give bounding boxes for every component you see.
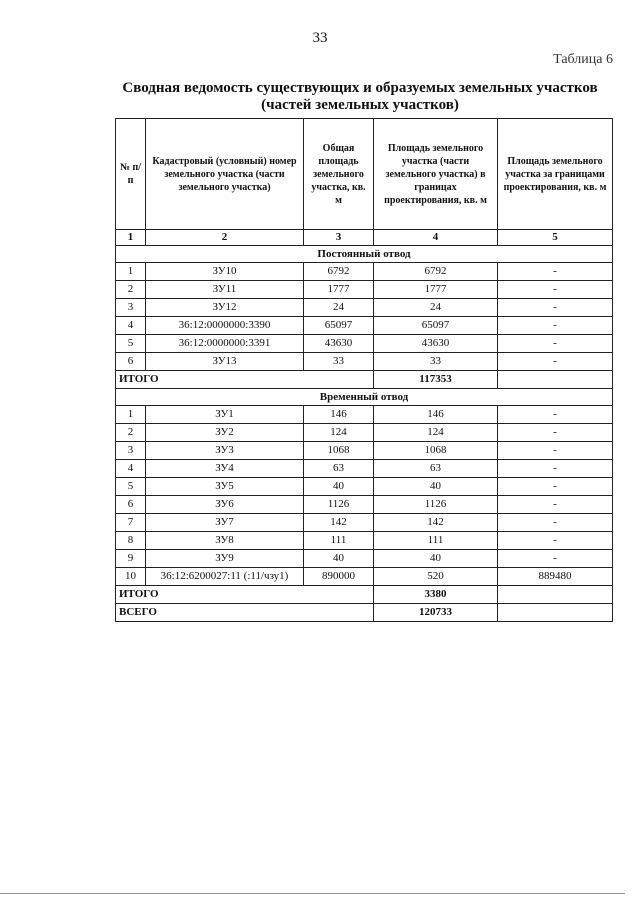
table-row [116,281,613,299]
area-inside: 43630 [374,335,498,353]
table-row [116,317,613,335]
table-row [116,460,613,478]
total-area: 6792 [304,263,374,281]
table-row [116,514,613,532]
area-inside: 111 [374,532,498,550]
total-area: 890000 [304,568,374,586]
row-number: 7 [116,514,146,532]
subtotal-value: 117353 [374,371,498,389]
total-area: 111 [304,532,374,550]
subtotal-label: ИТОГО [116,371,374,389]
area-inside: 142 [374,514,498,532]
total-area: 1068 [304,442,374,460]
cadastral-number: 36:12:6200027:11 (:11/чзу1) [146,568,304,586]
row-number: 4 [116,460,146,478]
column-number: 5 [498,230,613,246]
header-area-outside: Площадь земельного участка за границами проектирования, кв. м [498,119,613,230]
row-number: 5 [116,478,146,496]
column-numbers-row [116,230,613,246]
row-number: 6 [116,496,146,514]
grand-total-value: 120733 [374,604,498,622]
area-inside: 124 [374,424,498,442]
area-outside: - [498,550,613,568]
cadastral-number: ЗУ6 [146,496,304,514]
area-inside: 33 [374,353,498,371]
section-title: Постоянный отвод [116,246,613,263]
total-area: 24 [304,299,374,317]
cadastral-number: ЗУ12 [146,299,304,317]
cadastral-number: ЗУ7 [146,514,304,532]
total-area: 43630 [304,335,374,353]
table-row [116,532,613,550]
table-row [116,568,613,586]
page-bottom-rule [0,893,625,894]
table-row [116,353,613,371]
page-number: 33 [312,30,328,46]
table-row [116,442,613,460]
row-number: 3 [116,299,146,317]
area-outside: - [498,478,613,496]
cadastral-number: ЗУ1 [146,406,304,424]
total-area: 1126 [304,496,374,514]
area-inside: 24 [374,299,498,317]
table-body [116,246,613,622]
subtotal-empty [498,371,613,389]
total-area: 146 [304,406,374,424]
grand-total-label: ВСЕГО [116,604,374,622]
cadastral-number: ЗУ9 [146,550,304,568]
table-row [116,406,613,424]
area-inside: 40 [374,550,498,568]
total-area: 1777 [304,281,374,299]
table-row [116,550,613,568]
table-label: Таблица 6 [553,52,613,67]
area-inside: 520 [374,568,498,586]
header-total-area: Общая площадь земельного участка, кв. м [304,119,374,230]
table-header-row [116,119,613,230]
area-inside: 1068 [374,442,498,460]
header-number: № п/п [116,119,146,230]
area-outside: - [498,514,613,532]
area-outside: - [498,335,613,353]
area-outside: - [498,424,613,442]
row-number: 10 [116,568,146,586]
header-area-inside: Площадь земельного участка (части земельного участка) в границах проектирования, кв. м [374,119,498,230]
subtotal-row [116,371,613,389]
cadastral-number: ЗУ2 [146,424,304,442]
row-number: 9 [116,550,146,568]
grand-total-empty [498,604,613,622]
area-outside: - [498,406,613,424]
section-title: Временный отвод [116,389,613,406]
cadastral-number: ЗУ8 [146,532,304,550]
total-area: 63 [304,460,374,478]
column-number: 3 [304,230,374,246]
area-inside: 1777 [374,281,498,299]
total-area: 40 [304,478,374,496]
subtotal-row [116,586,613,604]
land-plots-table [115,118,613,622]
area-outside: - [498,532,613,550]
grand-total-row [116,604,613,622]
title-line-2: (частей земельных участков) [261,97,459,113]
area-outside: - [498,317,613,335]
area-outside: - [498,281,613,299]
table-row [116,496,613,514]
table-row [116,424,613,442]
area-inside: 1126 [374,496,498,514]
subtotal-value: 3380 [374,586,498,604]
area-outside: - [498,263,613,281]
total-area: 142 [304,514,374,532]
area-outside: 889480 [498,568,613,586]
subtotal-label: ИТОГО [116,586,374,604]
cadastral-number: ЗУ4 [146,460,304,478]
column-number: 4 [374,230,498,246]
area-outside: - [498,299,613,317]
cadastral-number: 36:12:0000000:3390 [146,317,304,335]
table-row [116,299,613,317]
row-number: 1 [116,406,146,424]
table-row [116,478,613,496]
table-row [116,263,613,281]
section-header-row [116,246,613,263]
row-number: 6 [116,353,146,371]
header-cadastral-number: Кадастровый (условный) номер земельного участка (части земельного участка) [146,119,304,230]
area-outside: - [498,460,613,478]
row-number: 2 [116,424,146,442]
area-inside: 6792 [374,263,498,281]
cadastral-number: ЗУ10 [146,263,304,281]
row-number: 1 [116,263,146,281]
table-row [116,335,613,353]
title-line-1: Сводная ведомость существующих и образуемых земельных участков [122,80,598,96]
area-inside: 63 [374,460,498,478]
row-number: 4 [116,317,146,335]
total-area: 33 [304,353,374,371]
row-number: 5 [116,335,146,353]
cadastral-number: ЗУ11 [146,281,304,299]
area-outside: - [498,442,613,460]
document-title [100,80,620,114]
row-number: 2 [116,281,146,299]
column-number: 2 [146,230,304,246]
section-header-row [116,389,613,406]
total-area: 40 [304,550,374,568]
area-inside: 146 [374,406,498,424]
row-number: 8 [116,532,146,550]
area-outside: - [498,496,613,514]
subtotal-empty [498,586,613,604]
cadastral-number: 36:12:0000000:3391 [146,335,304,353]
area-inside: 40 [374,478,498,496]
column-number: 1 [116,230,146,246]
area-outside: - [498,353,613,371]
area-inside: 65097 [374,317,498,335]
cadastral-number: ЗУ13 [146,353,304,371]
cadastral-number: ЗУ3 [146,442,304,460]
row-number: 3 [116,442,146,460]
cadastral-number: ЗУ5 [146,478,304,496]
total-area: 65097 [304,317,374,335]
total-area: 124 [304,424,374,442]
